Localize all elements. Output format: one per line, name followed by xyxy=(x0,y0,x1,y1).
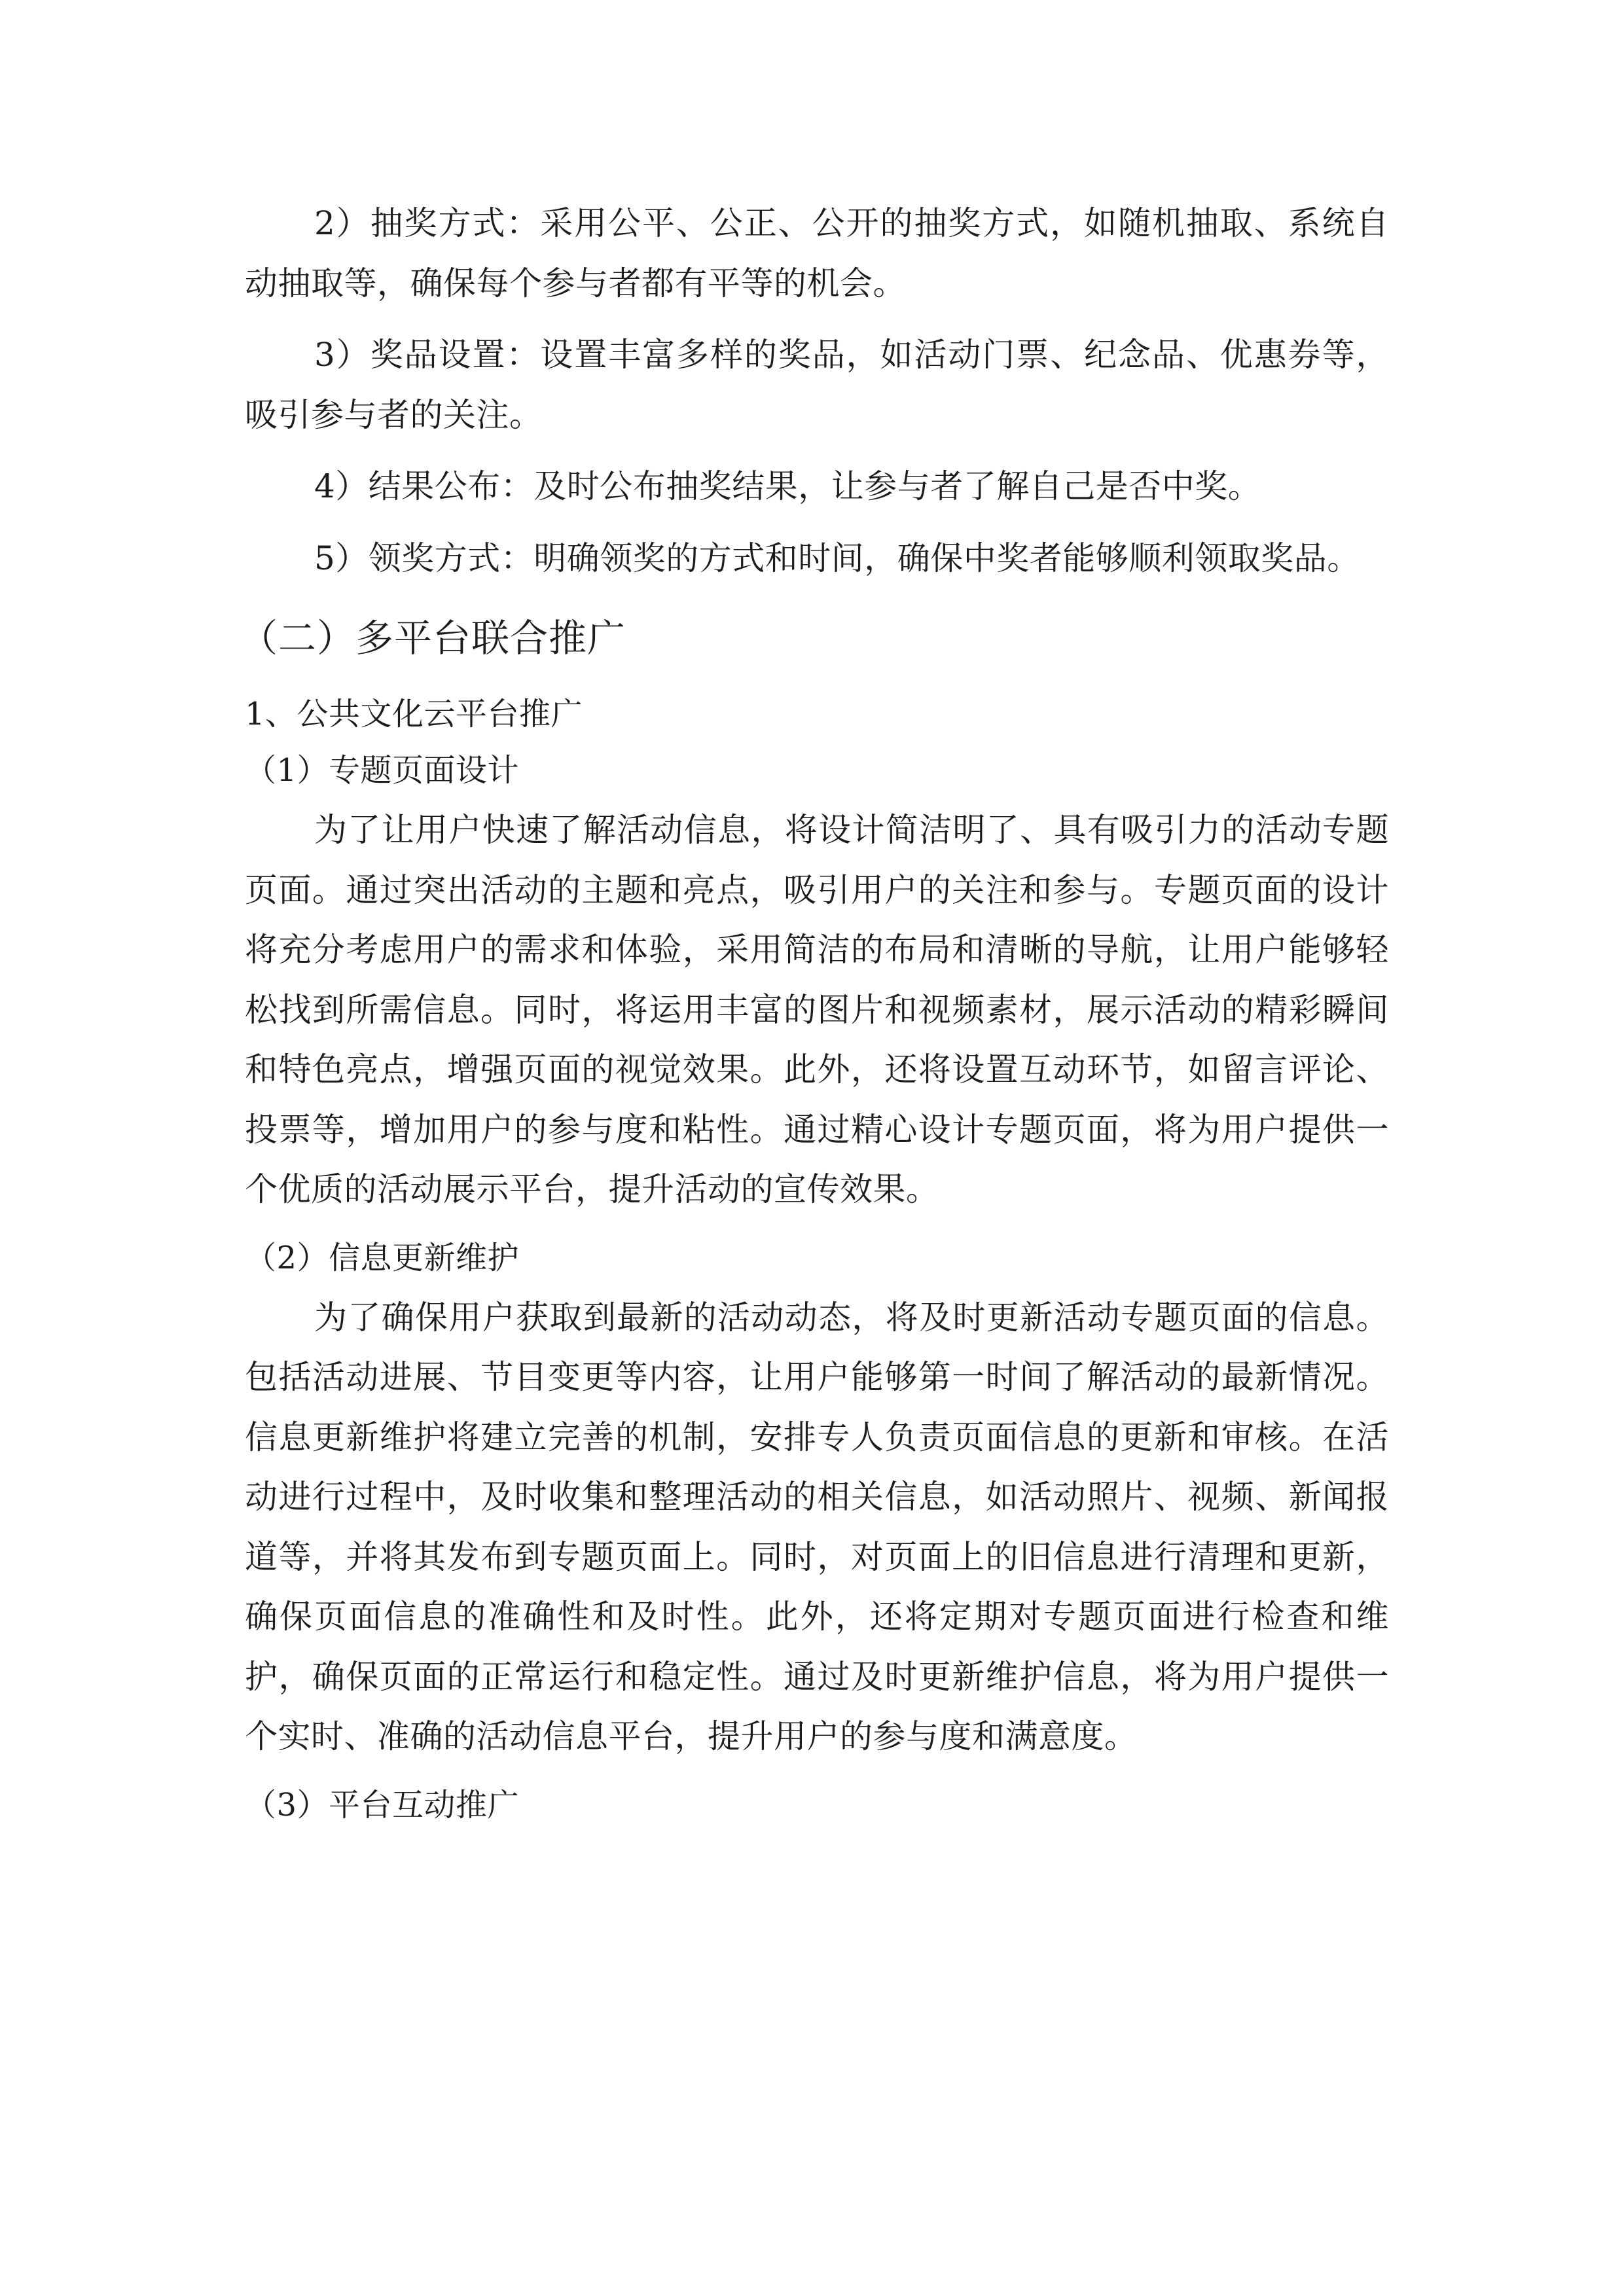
list-item-result-announcement: 4）结果公布：及时公布抽奖结果，让参与者了解自己是否中奖。 xyxy=(314,467,1261,505)
item-heading-topic-page-design: （1）专题页面设计 xyxy=(245,752,520,789)
item-heading-platform-interaction: （3）平台互动推广 xyxy=(245,1786,520,1823)
item-heading-info-maintenance: （2）信息更新维护 xyxy=(245,1239,520,1276)
document-body xyxy=(240,194,1389,1835)
list-item-prize-claim: 5）领奖方式：明确领奖的方式和时间，确保中奖者能够顺利领取奖品。 xyxy=(314,539,1360,577)
paragraph-info-maintenance: 为了确保用户获取到最新的活动动态，将及时更新活动专题页面的信息。包括活动进展、节目变更等内容，让用户能够第一时间了解活动的最新情况。信息更新维护将建立完善的机制，安排专人负责页面信息的更新和审核。在活动进行过程中，及时收集和整理活动的相关信息，如活动照片、视频、新闻报道等，并将其发布到专题页面上。同时，对页面上的旧信息进行清理和更新，确保页面信息的准确性和及时性。此外，还将定期对专题页面进行检查和维护，确保页面的正常运行和稳定性。通过及时更新维护信息，将为用户提供一个实时、准确的活动信息平台，提升用户的参与度和满意度。 xyxy=(245,1298,1389,1755)
list-item-lottery-method: 2）抽奖方式：采用公平、公正、公开的抽奖方式，如随机抽取、系统自动抽取等，确保每个参与者都有平等的机会。 xyxy=(245,204,1389,302)
paragraph-topic-page-design: 为了让用户快速了解活动信息，将设计简洁明了、具有吸引力的活动专题页面。通过突出活动的主题和亮点，吸引用户的关注和参与。专题页面的设计将充分考虑用户的需求和体验，采用简洁的布局和清晰的导航，让用户能够轻松找到所需信息。同时，将运用丰富的图片和视频素材，展示活动的精彩瞬间和特色亮点，增强页面的视觉效果。此外，还将设置互动环节，如留言评论、投票等，增加用户的参与度和粘性。通过精心设计专题页面，将为用户提供一个优质的活动展示平台，提升活动的宣传效果。 xyxy=(245,811,1389,1208)
list-item-prize-setting: 3）奖品设置：设置丰富多样的奖品，如活动门票、纪念品、优惠券等，吸引参与者的关注。 xyxy=(245,336,1389,434)
section-heading-multi-platform: （二）多平台联合推广 xyxy=(240,616,626,660)
subsection-heading-cloud-platform: 1、公共文化云平台推广 xyxy=(245,696,583,732)
